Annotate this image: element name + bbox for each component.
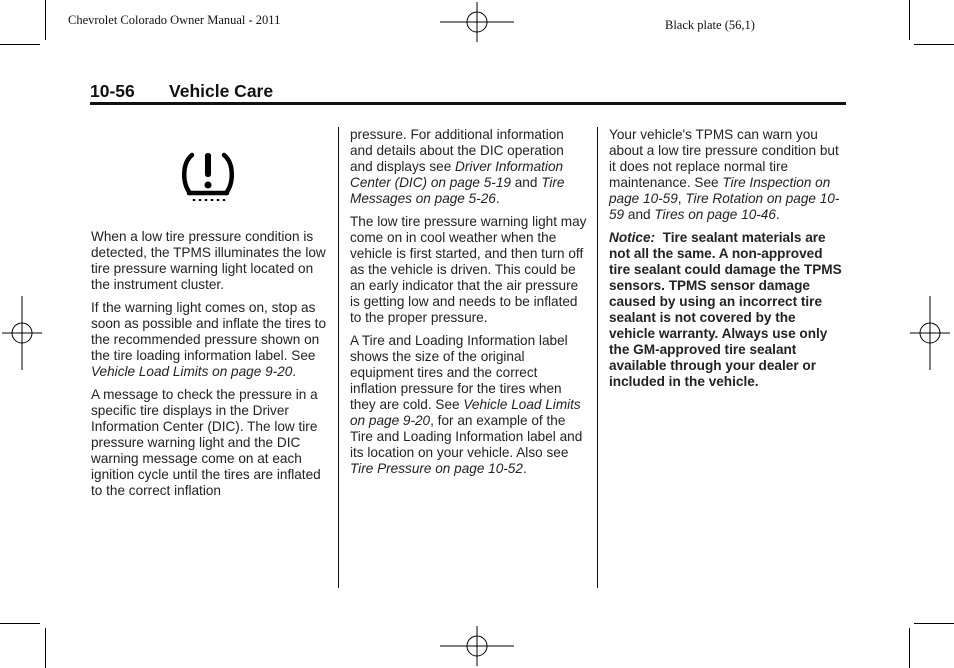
page-number: 10-56 [90, 81, 135, 101]
paragraph-text: . [775, 207, 780, 222]
registration-mark-right [910, 296, 950, 370]
paragraph [350, 333, 588, 477]
cross-reference: Tire Pressure on page 10-52 [350, 461, 523, 476]
print-header-left: Chevrolet Colorado Owner Manual - 2011 [68, 13, 281, 27]
cross-reference: Tire Messages on page 5-26 [350, 175, 565, 206]
crop-mark [45, 0, 46, 40]
registration-mark-left [2, 296, 42, 370]
paragraph-text: , [677, 191, 686, 206]
notice-label: Notice: [609, 230, 656, 245]
page-header [90, 81, 846, 102]
crop-mark [914, 623, 954, 624]
text-column-3 [609, 127, 845, 397]
text-column-1 [91, 229, 327, 506]
paragraph: A message to check the pressure in a specific tire displays in the Driver Information Center (DIC). The low tire pressure warning light and the DIC warning message come on at each ignition cycle until the tires are inflated to the correct inflation [91, 387, 321, 498]
paragraph: When a low tire pressure condition is detected, the TPMS illuminates the low tire pressure warning light located on the instrument cluster. [91, 229, 326, 292]
registration-mark-top [440, 2, 514, 42]
paragraph [91, 300, 327, 380]
header-rule [90, 102, 846, 105]
paragraph-text: , for an example of the Tire and Loading Information label and its location on your vehicle. Also see [350, 413, 583, 460]
section-title: Vehicle Care [169, 81, 274, 101]
paragraph-text: If the warning light comes on, stop as soon as possible and inflate the tires to the recommended pressure shown on the tire loading information label. See [91, 300, 327, 363]
paragraph [609, 127, 845, 223]
crop-mark [909, 628, 910, 668]
paragraph-text: . [292, 364, 297, 379]
crop-mark [0, 623, 40, 624]
registration-mark-bottom [440, 626, 514, 666]
paragraph-text: and [510, 175, 542, 190]
paragraph-text: A Tire and Loading Information label shows the size of the original equipment tires and the correct inflation pressure for the tires when they are cold. See [350, 333, 568, 412]
column-divider [597, 127, 598, 588]
crop-mark [914, 44, 954, 45]
paragraph-text: Your vehicle's TPMS can warn you about a low tire pressure condition but it does not replace normal tire maintenance. See [609, 127, 839, 190]
notice-paragraph [609, 230, 845, 390]
paragraph: The low tire pressure warning light may come on in cool weather when the vehicle is first started, and then turn off as the vehicle is driven. This could be an early indicator that the air pressure is getting low and needs to be inflated to the proper pressure. [350, 214, 587, 325]
paragraph-text: . [495, 191, 500, 206]
paragraph-text: . [522, 461, 527, 476]
print-header-right: Black plate (56,1) [665, 18, 755, 32]
tpms-warning-icon [178, 149, 238, 203]
notice-text: Tire sealant materials are not all the same. A non-approved tire sealant could damage the TPMS sensors. TPMS sensor damage caused by using an incorrect tire sealant is not covered by the vehicle warranty. Always use only the GM-approved tire sealant available through your dealer or included in the vehicle. [609, 230, 842, 389]
cross-reference: Tire Inspection on page 10-59 [609, 175, 831, 206]
cross-reference: Vehicle Load Limits on page 9-20 [350, 397, 581, 428]
crop-mark [0, 44, 40, 45]
text-column-2 [350, 127, 588, 484]
cross-reference: Tire Rotation on page 10-59 [609, 191, 840, 222]
crop-mark [909, 0, 910, 40]
column-divider [338, 127, 339, 588]
paragraph [350, 127, 588, 207]
cross-reference: Tires on page 10-46 [654, 207, 776, 222]
crop-mark [45, 628, 46, 668]
cross-reference: Vehicle Load Limits on page 9-20 [91, 364, 293, 379]
paragraph-text: and [624, 207, 655, 222]
cross-reference: Driver Information Center (DIC) on page 5-19 [350, 159, 564, 190]
paragraph-text: pressure. For additional information and details about the DIC operation and displays see [350, 127, 564, 174]
